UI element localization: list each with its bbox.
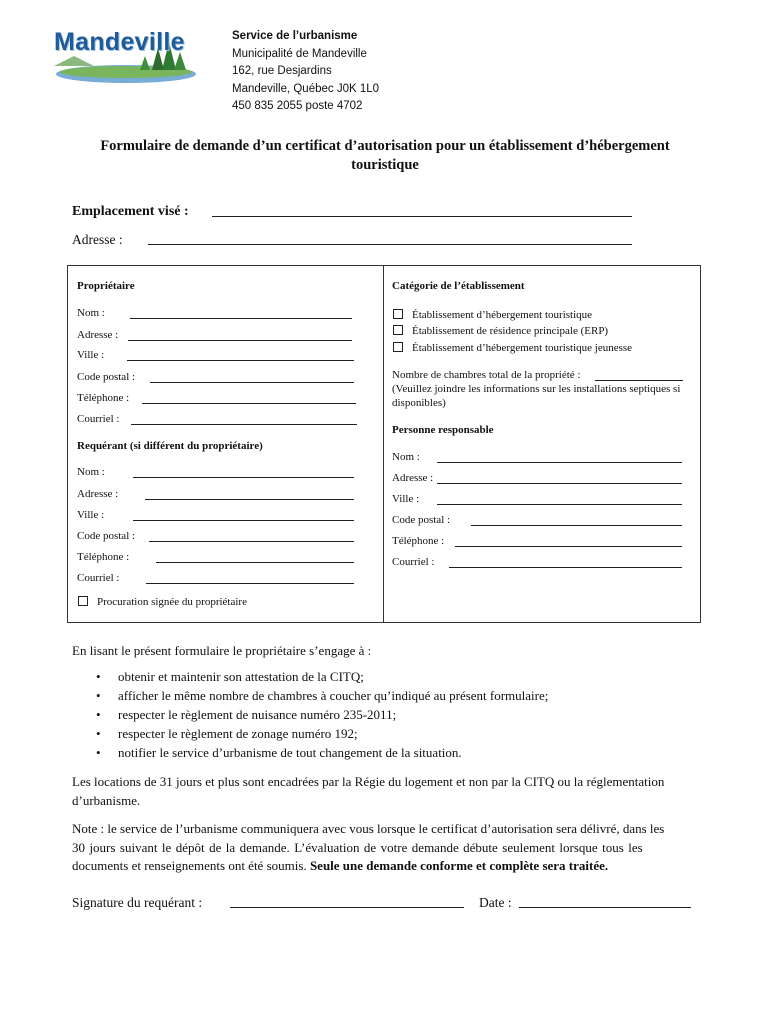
responsible-adresse-label: Adresse : [392, 472, 434, 484]
service-name: Service de l’urbanisme [232, 30, 358, 42]
adresse-field[interactable] [148, 244, 632, 245]
rooms-label: Nombre de chambres total de la propriété : [392, 369, 581, 381]
owner-courriel-field[interactable] [131, 424, 357, 425]
responsible-telephone-field[interactable] [455, 546, 682, 547]
procuration-option[interactable] [78, 596, 247, 608]
requester-code-postal-label: Code postal : [77, 530, 136, 542]
owner-courriel-label: Courriel : [77, 413, 120, 425]
title-line-1: Formulaire de demande d’un certificat d’autorisation pour un établissement d’hébergement [100, 138, 670, 154]
engagement-item-2-text: afficher le même nombre de chambres à coucher qu’indiqué au présent formulaire; [118, 688, 549, 703]
requester-telephone-label: Téléphone : [77, 551, 130, 563]
header-address [232, 28, 379, 116]
requester-courriel-label: Courriel : [77, 572, 120, 584]
bullet-icon: • [96, 726, 101, 741]
requester-adresse-label: Adresse : [77, 488, 119, 500]
responsible-ville-label: Ville : [392, 493, 420, 505]
emplacement-label: Emplacement visé : [72, 204, 189, 219]
engagement-item-1 [96, 669, 364, 685]
signature-field[interactable] [230, 907, 464, 908]
engagement-intro: En lisant le présent formulaire le propriétaire s’engage à : [72, 643, 372, 658]
bullet-icon: • [96, 688, 101, 703]
responsible-code-postal-field[interactable] [471, 525, 682, 526]
responsible-nom-field[interactable] [437, 462, 682, 463]
category-checkbox-2[interactable] [393, 325, 403, 335]
street-address: 162, rue Desjardins [232, 65, 332, 78]
owner-code-postal-label: Code postal : [77, 371, 136, 383]
responsible-courriel-field[interactable] [449, 567, 682, 568]
owner-ville-label: Ville : [77, 349, 105, 361]
locations-paragraph [72, 773, 700, 810]
procuration-checkbox[interactable] [78, 596, 88, 606]
category-section-title: Catégorie de l’établissement [392, 280, 525, 292]
engagement-item-5-text: notifier le service d’urbanisme de tout changement de la situation. [118, 745, 462, 760]
owner-telephone-label: Téléphone : [77, 392, 130, 404]
municipality-name: Municipalité de Mandeville [232, 47, 367, 60]
adresse-label: Adresse : [72, 232, 123, 247]
requester-nom-label: Nom : [77, 466, 105, 478]
requester-section-title: Requérant (si différent du propriétaire) [77, 440, 263, 452]
phone-number: 450 835 2055 poste 4702 [232, 100, 363, 113]
note-line-1: Note : le service de l’urbanisme communiquera avec vous lorsque le certificat d’autorisation sera délivré, dans les [72, 821, 665, 836]
title-line-2: touristique [351, 157, 419, 173]
note-line-2: 30 jours suivant le dépôt de la demande. L’évaluation de votre demande débute seulement lorsque tous les [72, 839, 643, 855]
form-title [0, 137, 770, 175]
requester-ville-label: Ville : [77, 509, 105, 521]
bullet-icon: • [96, 707, 101, 722]
owner-code-postal-field[interactable] [150, 382, 354, 383]
logo-text: Mandeville [54, 28, 185, 56]
bullet-icon: • [96, 745, 101, 760]
owner-adresse-label: Adresse : [77, 329, 119, 341]
category-option-1-label: Établissement d’hébergement touristique [412, 309, 593, 321]
category-option-2[interactable] [393, 325, 608, 337]
date-label: Date : [479, 895, 512, 910]
responsible-nom-label: Nom : [392, 451, 420, 463]
locations-line-2: d’urbanisme. [72, 792, 141, 808]
category-option-3-label: Établissement d’hébergement touristique jeunesse [412, 342, 633, 354]
date-field[interactable] [519, 907, 691, 908]
responsible-telephone-label: Téléphone : [392, 535, 445, 547]
note-paragraph [72, 820, 700, 876]
category-checkbox-3[interactable] [393, 342, 403, 352]
procuration-label: Procuration signée du propriétaire [97, 596, 247, 608]
note-line-3-plain: documents et renseignements ont été soumis. [72, 858, 310, 873]
requester-courriel-field[interactable] [146, 583, 354, 584]
requester-nom-field[interactable] [133, 477, 354, 478]
owner-nom-field[interactable] [130, 318, 352, 319]
rooms-note-1: (Veuillez joindre les informations sur les installations septiques si [392, 383, 681, 395]
responsible-ville-field[interactable] [437, 504, 682, 505]
responsible-section-title: Personne responsable [392, 424, 494, 436]
rooms-field[interactable] [595, 380, 683, 381]
owner-ville-field[interactable] [127, 360, 354, 361]
owner-section-title: Propriétaire [77, 280, 135, 292]
form-box-divider [383, 265, 384, 622]
category-option-1[interactable] [393, 309, 592, 321]
bullet-icon: • [96, 669, 101, 684]
owner-telephone-field[interactable] [142, 403, 356, 404]
emplacement-field[interactable] [212, 216, 632, 217]
responsible-code-postal-label: Code postal : [392, 514, 451, 526]
category-checkbox-1[interactable] [393, 309, 403, 319]
responsible-courriel-label: Courriel : [392, 556, 435, 568]
signature-label: Signature du requérant : [72, 895, 203, 910]
category-option-3[interactable] [393, 342, 632, 354]
note-line-3 [72, 857, 700, 876]
locations-line-1: Les locations de 31 jours et plus sont encadrées par la Régie du logement et non par la CITQ ou la réglementation [72, 774, 665, 789]
note-emphasis: Seule une demande conforme et complète sera traitée. [309, 858, 609, 873]
responsible-adresse-field[interactable] [437, 483, 682, 484]
engagement-item-4-text: respecter le règlement de zonage numéro 192; [118, 726, 358, 741]
requester-code-postal-field[interactable] [149, 541, 354, 542]
engagement-item-1-text: obtenir et maintenir son attestation de la CITQ; [118, 669, 364, 684]
engagement-item-2 [96, 688, 549, 704]
engagement-item-4 [96, 726, 358, 742]
owner-nom-label: Nom : [77, 307, 105, 319]
engagement-item-3-text: respecter le règlement de nuisance numéro 235-2011; [118, 707, 397, 722]
requester-telephone-field[interactable] [156, 562, 354, 563]
requester-ville-field[interactable] [133, 520, 354, 521]
municipality-logo [34, 26, 204, 86]
requester-adresse-field[interactable] [145, 499, 354, 500]
engagement-item-3 [96, 707, 397, 723]
city-address: Mandeville, Québec J0K 1L0 [232, 82, 380, 95]
engagement-item-5 [96, 745, 462, 761]
rooms-note-2: disponibles) [392, 397, 446, 409]
category-option-2-label: Établissement de résidence principale (ERP) [412, 325, 609, 337]
owner-adresse-field[interactable] [128, 340, 352, 341]
